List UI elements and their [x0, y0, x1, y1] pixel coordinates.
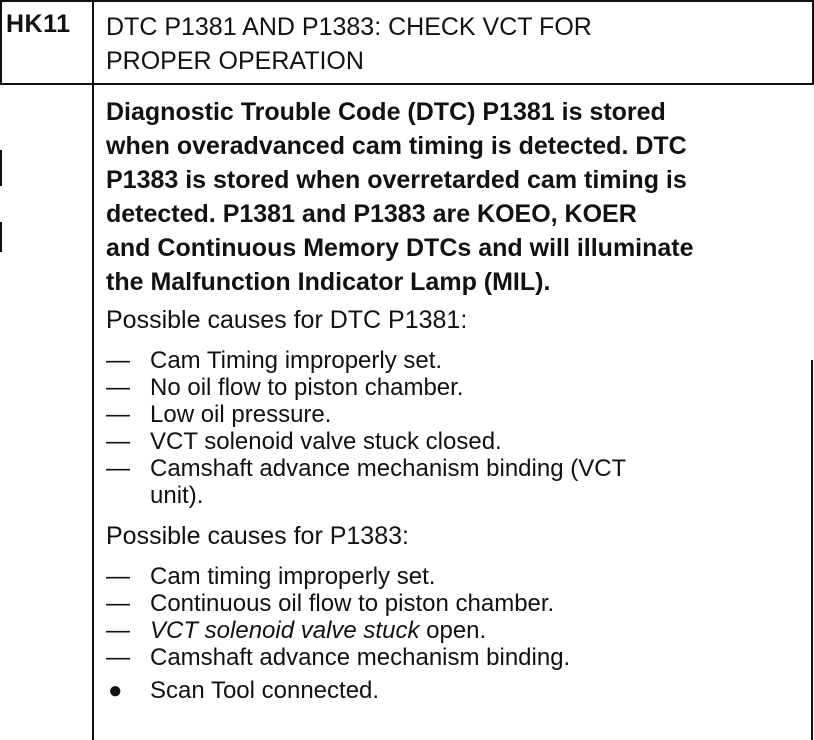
dash-marker: —	[106, 590, 130, 617]
step-id: HK11	[6, 10, 71, 38]
description-line: P1383 is stored when overretarded cam timing is	[106, 166, 687, 194]
list-item: — Low oil pressure.	[106, 401, 332, 428]
step-title-line: PROPER OPERATION	[106, 47, 364, 75]
column-divider-rule	[92, 0, 94, 740]
header-bottom-rule	[0, 83, 814, 85]
list-item: — Camshaft advance mechanism binding.	[106, 644, 571, 671]
causes-p1383-list	[106, 563, 806, 671]
description-line: the Malfunction Indicator Lamp (MIL).	[106, 268, 551, 296]
dash-marker: —	[106, 374, 130, 401]
dash-marker: —	[106, 455, 130, 482]
causes-p1381-heading: Possible causes for DTC P1381:	[106, 306, 468, 334]
description-line: when overadvanced cam timing is detected. DTC	[106, 132, 687, 160]
causes-p1381-list	[106, 347, 806, 509]
list-item: — VCT solenoid valve stuck open.	[106, 617, 487, 644]
list-item: — VCT solenoid valve stuck closed.	[106, 428, 502, 455]
left-margin-mark	[0, 150, 2, 186]
description-line: and Continuous Memory DTCs and will illuminate	[106, 234, 694, 262]
step-title-line: DTC P1381 AND P1383: CHECK VCT FOR	[106, 13, 592, 41]
dash-marker: —	[106, 401, 130, 428]
table-left-rule	[0, 0, 2, 84]
step-body	[106, 95, 806, 704]
left-margin-mark	[0, 222, 2, 252]
list-item: — Camshaft advance mechanism binding (VCT unit).	[106, 455, 627, 509]
dash-marker: —	[106, 563, 130, 590]
list-item: — Cam timing improperly set.	[106, 563, 436, 590]
dash-marker: —	[106, 617, 130, 644]
list-item: — Continuous oil flow to piston chamber.	[106, 590, 555, 617]
table-top-rule	[0, 0, 814, 2]
list-item: — No oil flow to piston chamber.	[106, 374, 464, 401]
right-margin-mark	[811, 360, 813, 740]
description-line: detected. P1381 and P1383 are KOEO, KOER	[106, 200, 637, 228]
next-step-partial: ● Scan Tool connected.	[108, 677, 380, 704]
step-title	[106, 10, 806, 78]
dtc-description	[106, 95, 806, 299]
list-item: — Cam Timing improperly set.	[106, 347, 443, 374]
causes-p1383-heading: Possible causes for P1383:	[106, 522, 409, 550]
dash-marker: —	[106, 347, 130, 374]
bullet-marker: ●	[108, 677, 123, 704]
description-line: Diagnostic Trouble Code (DTC) P1381 is stored	[106, 98, 666, 126]
dash-marker: —	[106, 644, 130, 671]
dash-marker: —	[106, 428, 130, 455]
